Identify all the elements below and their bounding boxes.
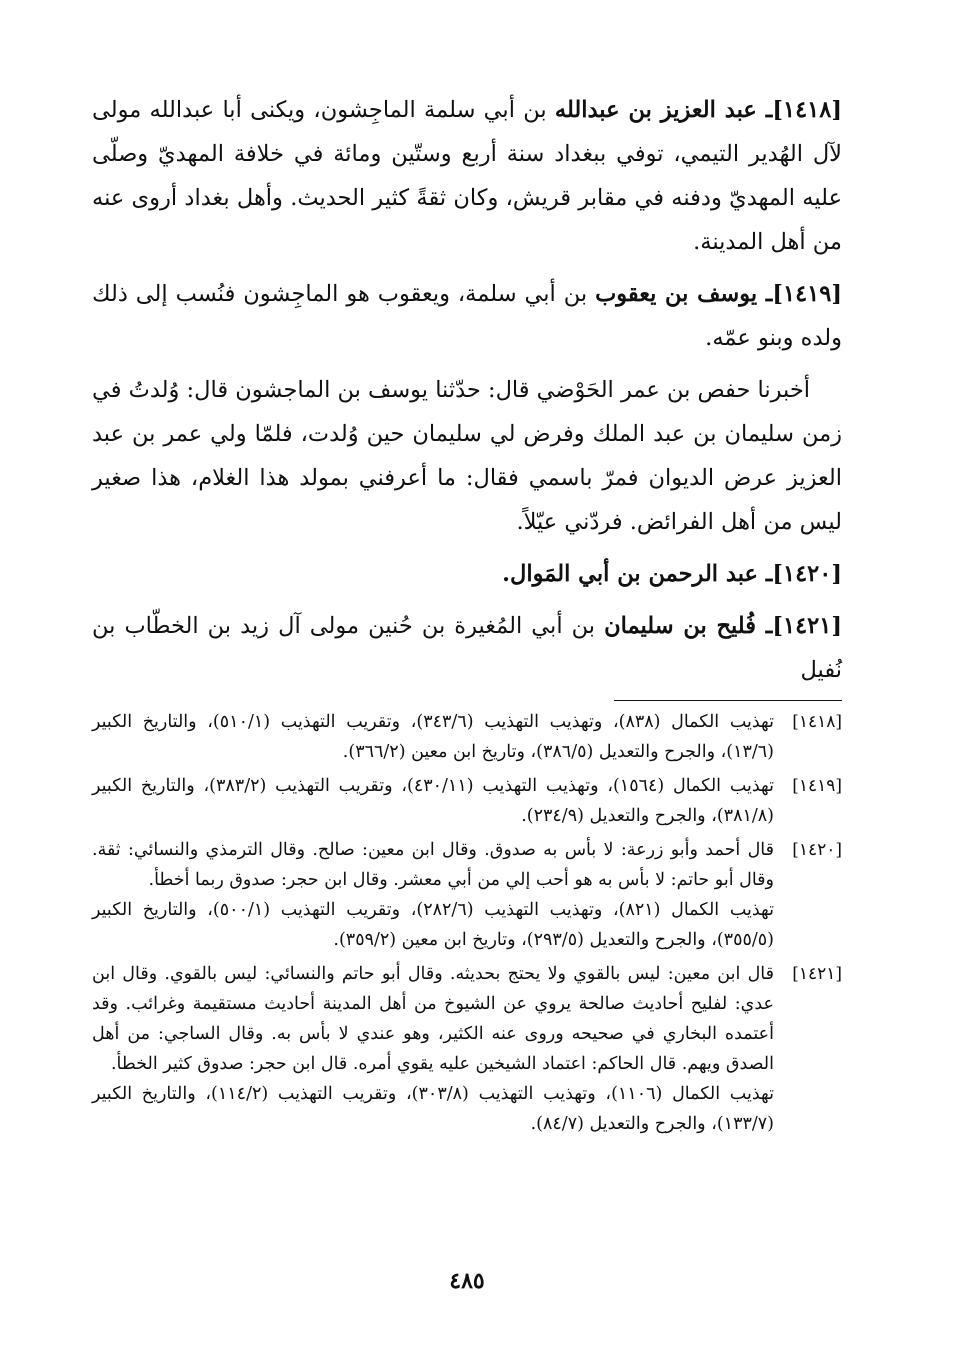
footnote-tag: [١٤١٩]	[792, 776, 842, 796]
footnote-references: تهذيب الكمال (١١٠٦)، وتهذيب التهذيب (٣٠٣/٨)، وتقريب التهذيب (١١٤/٢)، والتاريخ الكبير (١٣٣/٧)، والجرح والتعديل (٨٤/٧).	[92, 1084, 774, 1134]
footnote-1421	[92, 959, 842, 1139]
footnote-references: تهذيب الكمال (٨٢١)، وتهذيب التهذيب (٢٨٢/٦)، وتقريب التهذيب (٥٠٠/١)، والتاريخ الكبير (٣٥٥/٥)، والجرح والتعديل (٢٩٣/٥)، وتاريخ ابن معين (٣٥٩/٢).	[92, 900, 774, 950]
entry-number: [١٤١٩]	[772, 281, 843, 307]
entry-1420	[92, 552, 842, 596]
footnote-text: تهذيب الكمال (٨٣٨)، وتهذيب التهذيب (٣٤٣/٦)، وتقريب التهذيب (٥١٠/١)، والتاريخ الكبير (١٣/٦)، والجرح والتعديل (٣٨٦/٥)، وتاريخ ابن معين (٣٦٦/٢).	[92, 712, 774, 762]
entry-1419-narration: أخبرنا حفص بن عمر الحَوْضي قال: حدّثنا يوسف بن الماجشون قال: وُلدتُ في زمن سليمان بن عبد الملك وفرض لي سليمان حين وُلدت، فلمّا ولي عمر بن عبد العزيز عرض الديوان فمرّ باسمي فقال: ما أعرفني بمولد هذا الغلام، هذا صغير ليس من أهل الفرائض. فردّني عيّلاً.	[92, 377, 842, 535]
entry-1421	[92, 604, 842, 692]
footnote-text: قال أحمد وأبو زرعة: لا بأس به صدوق. وقال ابن معين: صالح. وقال الترمذي والنسائي: ثقة. وقال أبو حاتم: لا بأس به هو أحب إلي من أبي معشر. وقال ابن حجر: صدوق ربما أخطأ.	[92, 840, 774, 890]
footnote-tag: [١٤٢١]	[792, 964, 842, 984]
entry-1419	[92, 272, 842, 360]
footnote-separator	[614, 700, 842, 701]
entry-text: بن أبي سلمة، ويعقوب هو الماجِشون فنُسب إلى ذلك ولده وبنو عمّه.	[92, 281, 842, 351]
book-page	[92, 88, 842, 1358]
footnote-text: قال ابن معين: ليس بالقوي ولا يحتج بحديثه. وقال أبو حاتم والنسائي: ليس بالقوي. وقال ابن عدي: لفليح أحاديث صالحة يروي عن الشيوخ من أهل المدينة أحاديث مستقيمة وغرائب. وقد أعتمده البخاري في صحيحه وروى عنه الكثير، وهو عندي لا بأس به. وقال الساجي: من أهل الصدق ويهم. قال الحاكم: اعتماد الشيخين عليه يقوي أمره. قال ابن حجر: صدوق كثير الخطأ.	[92, 964, 774, 1074]
entry-name: ـ فُليح بن سليمان	[604, 613, 773, 639]
footnote-text: تهذيب الكمال (١٥٦٤)، وتهذيب التهذيب (٤٣٠/١١)، وتقريب التهذيب (٣٨٣/٢)، والتاريخ الكبير (٣٨١/٨)، والجرح والتعديل (٢٣٤/٩).	[92, 776, 774, 826]
main-text	[92, 88, 842, 692]
footnote-tag: [١٤٢٠]	[792, 840, 842, 860]
entry-number: [١٤١٨]	[772, 97, 842, 123]
footnote-1419	[92, 771, 842, 831]
footnote-1418	[92, 707, 842, 767]
footnote-tag: [١٤١٨]	[792, 712, 842, 732]
entry-text: بن أبي سلمة الماجِشون، ويكنى أبا عبدالله مولى لآل الهُدير التيمي، توفي ببغداد سنة أربع وستّين ومائة في خلافة المهديّ وصلّى عليه المهديّ ودفنه في مقابر قريش، وكان ثقةً كثير الحديث. وأهل بغداد أروى عنه من أهل المدينة.	[92, 97, 842, 255]
footnote-1420	[92, 835, 842, 955]
entry-name: ـ عبد الرحمن بن أبي المَوال.	[502, 561, 773, 587]
entry-number: [١٤٢٠]	[772, 561, 842, 587]
entry-name: ـ عبد العزيز بن عبدالله	[554, 97, 773, 123]
entry-number: [١٤٢١]	[772, 613, 843, 639]
entry-name: ـ يوسف بن يعقوب	[595, 281, 773, 307]
footnotes	[92, 707, 842, 1139]
entry-text: بن أبي المُغيرة بن حُنين مولى آل زيد بن الخطّاب بن نُفيل	[92, 613, 842, 683]
entry-1418	[92, 88, 842, 264]
page-number: ٤٨٥	[449, 1268, 485, 1294]
